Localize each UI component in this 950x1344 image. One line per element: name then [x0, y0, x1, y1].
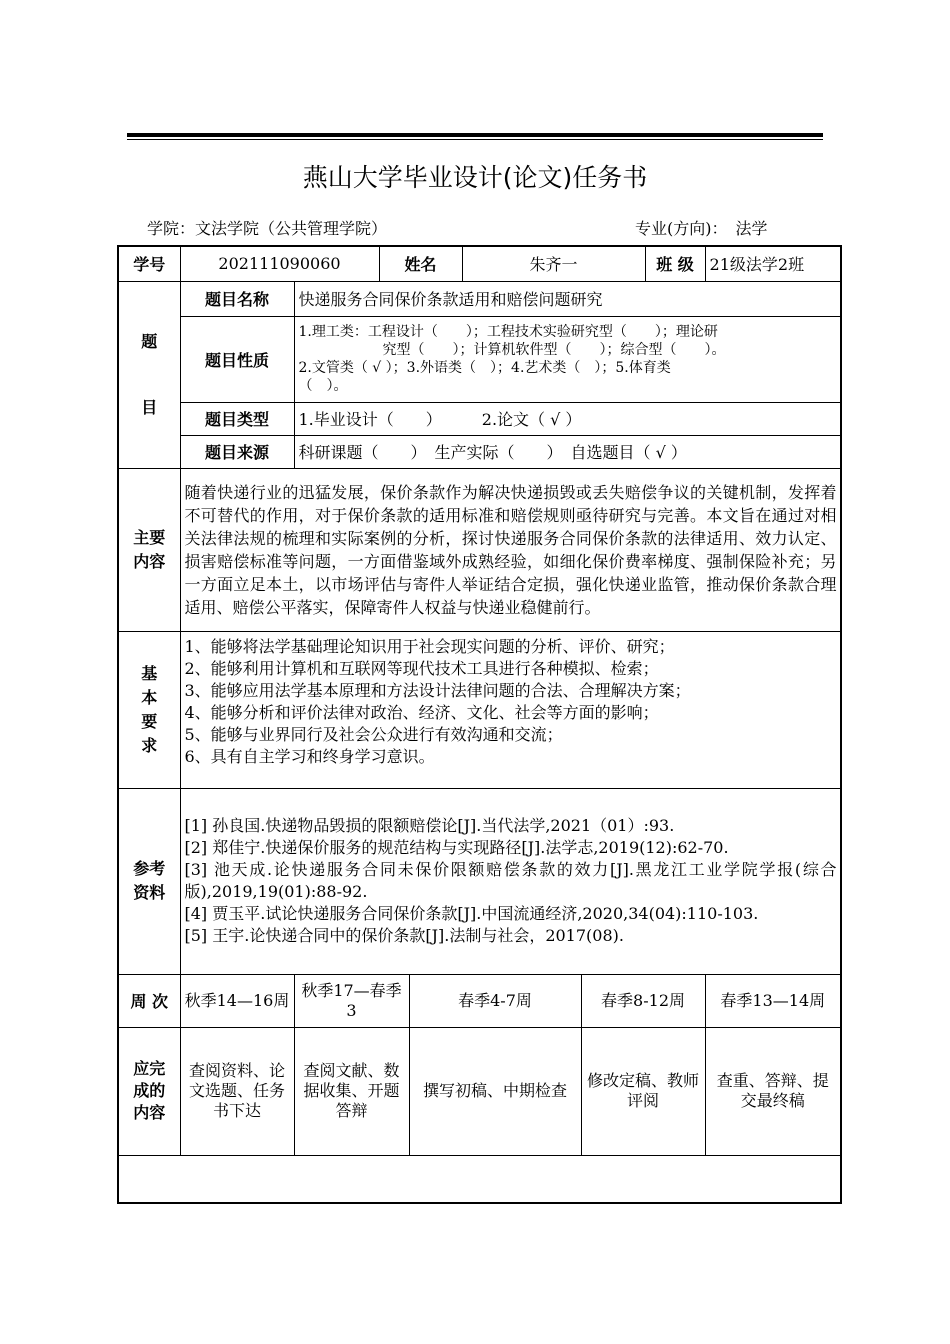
topic-nature-value: [294, 316, 841, 402]
week-cell: 春季4-7周: [409, 974, 581, 1027]
main-content-text: 随着快递行业的迅猛发展，保价条款作为解决快递损毁或丢失赔偿争议的关键机制，发挥着不可替代的作用，对于保价条款的适用标准和赔偿规则亟待研究与完善。本文旨在通过对相关法律法规的梳理和实际案例的分析，探讨快递服务合同保价条款的法律适用、效力认定、损害赔偿标准等问题，一方面借鉴域外成熟经验，如细化保价费率梯度、强制保险补充；另一方面立足本土，以市场评估与寄件人举证结合定损，强化快递业监管，推动保价条款合理适用、赔偿公平落实，保障寄件人权益与快递业稳健前行。: [180, 468, 841, 631]
references-list: [180, 788, 841, 974]
reference-item: [1] 孙良国.快递物品毁损的限额赔偿论[J].当代法学,2021（01）:93.: [184, 816, 675, 835]
week-cell: 秋季17—春季3: [294, 974, 409, 1027]
main-content-row: [118, 468, 841, 631]
topic-type-label: 题目类型: [180, 402, 294, 435]
requirements-char-1: 基: [141, 663, 158, 683]
tasks-label-3: 内容: [133, 1103, 166, 1122]
main-content-label-1: 主要: [133, 527, 166, 547]
class-label: 班 级: [645, 246, 705, 281]
student-info-row: [118, 246, 841, 281]
requirements-char-4: 求: [141, 735, 158, 755]
college-field: 学院：文法学院（公共管理学院）: [147, 219, 388, 238]
reference-item: [2] 郑佳宁.快递保价服务的规范结构与实现路径[J].法学志,2019(12):62-70.: [184, 838, 729, 857]
student-id-value: 202111090060: [180, 246, 379, 281]
requirement-item: 3、能够应用法学基本原理和方法设计法律问题的合法、合理解决方案；: [184, 680, 691, 700]
topic-source-row: [118, 435, 841, 468]
references-label: [118, 788, 180, 974]
major-field: 专业(方向)： 法学: [635, 219, 768, 238]
topic-section-label: [118, 281, 180, 468]
task-cell: 查重、答辩、提交最终稿: [705, 1027, 841, 1155]
page-title: 燕山大学毕业设计(论文)任务书: [302, 163, 648, 192]
week-cell: 秋季14—16周: [180, 974, 294, 1027]
requirement-item: 2、能够利用计算机和互联网等现代技术工具进行各种模拟、检索；: [184, 658, 659, 678]
student-name-value: 朱齐一: [462, 246, 645, 281]
reference-item: [3] 池天成.论快递服务合同未保价限额赔偿条款的效力[J].黑龙江工业学院学报(综合版),2019,19(01):88-92.: [184, 860, 837, 901]
topic-name-value: 快递服务合同保价条款适用和赔偿问题研究: [294, 281, 841, 316]
requirement-item: 6、具有自主学习和终身学习意识。: [184, 746, 435, 766]
topic-type-row: [118, 402, 841, 435]
topic-nature-row: [118, 316, 841, 402]
requirement-item: 5、能够与业界同行及社会公众进行有效沟通和交流；: [184, 724, 563, 744]
references-row: [118, 788, 841, 974]
task-cell: 查阅资料、论文选题、任务书下达: [180, 1027, 294, 1155]
topic-source-label: 题目来源: [180, 435, 294, 468]
topic-nature-line-1: 1.理工类：工程设计（ ）；工程技术实验研究型（ ）；理论研: [298, 324, 718, 340]
tasks-label-1: 应完: [133, 1059, 166, 1078]
topic-nature-line-2: 究型（ ）；计算机软件型（ ）；综合型（ ）。: [382, 342, 726, 358]
task-cell: 查阅文献、数据收集、开题答辩: [294, 1027, 409, 1155]
requirement-item: 4、能够分析和评价法律对政治、经济、文化、社会等方面的影响；: [184, 702, 659, 722]
class-value: 21级法学2班: [705, 246, 841, 281]
tasks-label: [118, 1027, 180, 1155]
reference-item: [4] 贾玉平.试论快递服务合同保价条款[J].中国流通经济,2020,34(04):110-103.: [184, 904, 759, 923]
schedule-tasks-row: [118, 1027, 841, 1155]
references-label-1: 参考: [133, 859, 166, 878]
week-cell: 春季8-12周: [581, 974, 705, 1027]
topic-name-label: 题目名称: [180, 281, 294, 316]
student-id-label: 学号: [118, 246, 180, 281]
topic-section-char-1: 题: [141, 331, 158, 351]
requirements-label: [118, 631, 180, 788]
task-table: [117, 245, 842, 1204]
student-name-label: 姓名: [379, 246, 462, 281]
topic-nature-line-4: （ ）。: [298, 378, 348, 394]
task-cell: 修改定稿、教师评阅: [581, 1027, 705, 1155]
requirement-item: 1、能够将法学基础理论知识用于社会现实问题的分析、评价、研究；: [184, 636, 675, 656]
requirements-char-3: 要: [141, 711, 158, 731]
topic-type-value: 1.毕业设计（ ） 2.论文（ √ ）: [294, 402, 841, 435]
blank-cell: [118, 1155, 841, 1203]
topic-section-gap: [123, 354, 176, 396]
top-double-rule: [127, 133, 823, 137]
references-label-2: 资料: [133, 883, 166, 902]
main-content-label: [118, 468, 180, 631]
topic-source-value: 科研课题（ ） 生产实际（ ） 自选题目（ √ ）: [294, 435, 841, 468]
topic-name-row: [118, 281, 841, 316]
topic-nature-line-3: 2.文管类（ √ ）；3.外语类（ ）；4.艺术类（ ）；5.体育类: [298, 360, 671, 376]
topic-nature-label: 题目性质: [180, 316, 294, 402]
main-content-label-2: 内容: [133, 551, 166, 571]
weeks-label: 周 次: [118, 974, 180, 1027]
topic-section-char-2: 目: [141, 397, 158, 417]
requirements-char-2: 本: [141, 687, 158, 707]
reference-item: [5] 王宇.论快递合同中的保价条款[J].法制与社会，2017(08).: [184, 926, 624, 945]
tasks-label-2: 成的: [133, 1081, 166, 1100]
blank-row: [118, 1155, 841, 1203]
top-thin-rule: [127, 139, 823, 140]
week-cell: 春季13—14周: [705, 974, 841, 1027]
requirements-row: [118, 631, 841, 788]
task-cell: 撰写初稿、中期检查: [409, 1027, 581, 1155]
requirements-list: [180, 631, 841, 788]
schedule-weeks-row: [118, 974, 841, 1027]
